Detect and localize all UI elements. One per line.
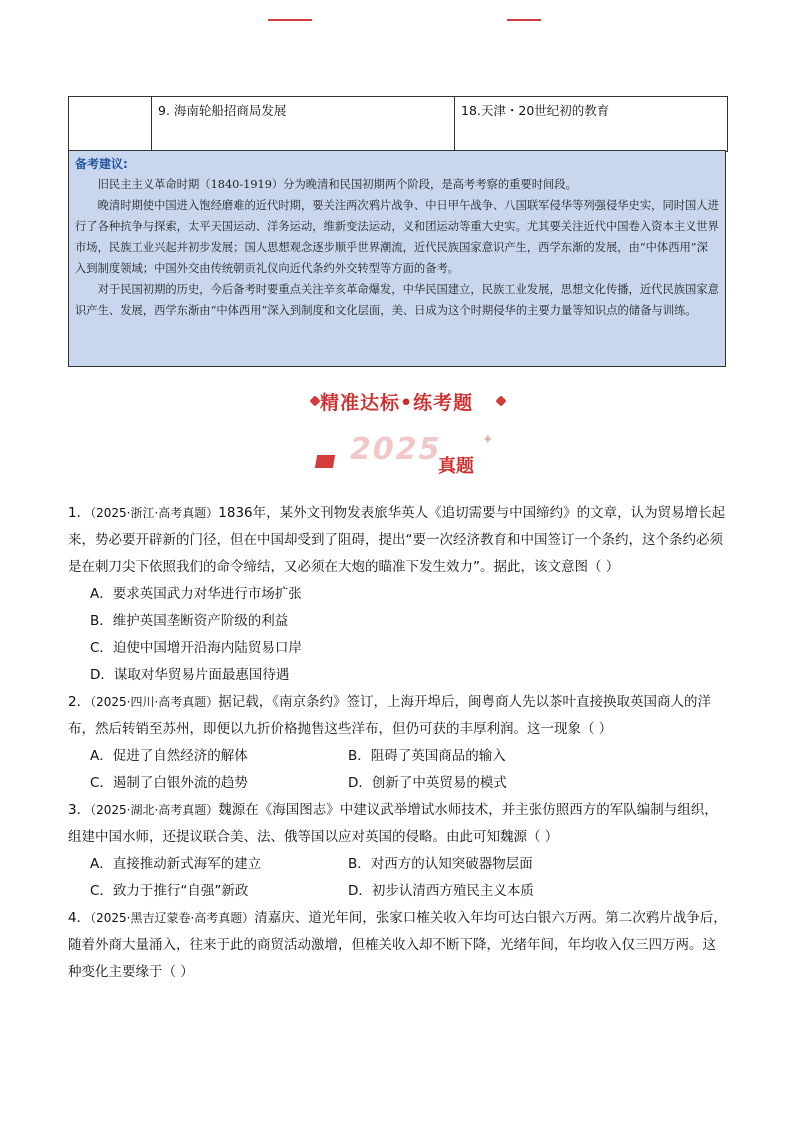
table-cell-topic-9: 9. 海南轮船招商局发展 bbox=[152, 97, 455, 152]
question-text: 1836年，某外文刊物发表旅华英人《追切需要与中国缔约》的文章，认为贸易增长起来，势必要开辟新的门径，但在中国却受到了阻碍，提出“要一次经济教育和中国签订一个条约，这个条约必须是在刺刀尖下依照我们的命令缔结，又必须在大炮的瞄准下发生效力”。据此，该文意图（ ） bbox=[68, 505, 726, 575]
question-number: 4． bbox=[68, 910, 91, 926]
banner-left-line bbox=[268, 19, 312, 21]
banner-title: 精准达标•练考题 bbox=[320, 392, 474, 414]
question-1 bbox=[68, 500, 728, 689]
banner-right-diamond bbox=[495, 395, 506, 406]
year-label: 真题 bbox=[438, 456, 474, 477]
exam-advice-box bbox=[68, 150, 726, 367]
question-source: （2025·湖北·高考真题） bbox=[90, 803, 219, 817]
option-a[interactable]: A．促进了自然经济的解体 bbox=[90, 748, 248, 764]
question-list bbox=[68, 500, 728, 986]
advice-paragraph-3: 对于民国初期的历史，今后备考时要重点关注辛亥革命爆发，中华民国建立，民族工业发展，思想文化传播，近代民族国家意识产生、发展，西学东渐由“中体西用”深入到制度和文化层面，美、日成为这个时期侵华的主要力量等知识点的储备与训练。 bbox=[75, 283, 719, 317]
option-d[interactable]: D．创新了中英贸易的模式 bbox=[348, 775, 507, 791]
question-text: 魏源在《海国图志》中建议武举增试水师技术，并主张仿照西方的军队编制与组织，组建中国水师，还提议联合美、法、俄等国以应对英国的侵略。由此可知魏源（ ） bbox=[68, 802, 718, 845]
option-a[interactable]: A．要求英国武力对华进行市场扩张 bbox=[90, 586, 302, 602]
option-b[interactable]: B．维护英国垄断资产阶级的利益 bbox=[90, 613, 289, 629]
banner-right-line bbox=[507, 19, 541, 21]
table-blank-cell bbox=[69, 97, 152, 152]
advice-paragraph-1: 旧民主主义革命时期（1840-1919）分为晚清和民国初期两个阶段，是高考考察的重要时间段。 bbox=[97, 178, 577, 191]
option-b[interactable]: B．对西方的认知突破器物层面 bbox=[348, 856, 533, 872]
sparkle-icon: ✦ bbox=[482, 432, 494, 448]
question-number: 1． bbox=[68, 505, 91, 521]
question-number: 2． bbox=[68, 694, 91, 710]
option-d[interactable]: D．初步认清西方殖民主义本质 bbox=[348, 883, 534, 899]
question-source: （2025·浙江·高考真题） bbox=[90, 506, 219, 520]
option-c[interactable]: C．致力于推行“自强”新政 bbox=[90, 883, 249, 899]
question-2 bbox=[68, 689, 728, 797]
option-c[interactable]: C．迫使中国增开沿海内陆贸易口岸 bbox=[90, 640, 302, 656]
table-cell-topic-18: 18.天津・20世纪初的教育 bbox=[455, 97, 728, 152]
advice-paragraph-2: 晚清时期使中国进入饱经磨难的近代时期，要关注两次鸦片战争、中日甲午战争、八国联军侵华等列强侵华史实，同时国人进行了各种抗争与探索，太平天国运动、洋务运动，维新变法运动，义和团运动等重大史实。尤其要关注近代中国卷入资本主义世界市场，民族工业兴起并初步发展；国人思想观念逐步顺乎世界潮流，近代民族国家意识产生，西学东渐的发展，由“中体西用”深入到制度领域；中国外交由传统朝贡礼仪向近代条约外交转型等方面的备考。 bbox=[75, 199, 719, 275]
question-text: 清嘉庆、道光年间，张家口榷关收入年均可达白银六万两。第二次鸦片战争后，随着外商大量涌入，往来于此的商贸活动激增，但榷关收入却不断下降，光绪年间，年均收入仅三四万两。这种变化主要缘于（ ） bbox=[68, 910, 727, 980]
option-c[interactable]: C．遏制了白银外流的趋势 bbox=[90, 775, 248, 791]
banner-left-diamond bbox=[309, 395, 320, 406]
question-4 bbox=[68, 905, 728, 986]
question-3 bbox=[68, 797, 728, 905]
flag-icon bbox=[315, 455, 335, 468]
advice-title: 备考建议: bbox=[75, 157, 128, 171]
option-a[interactable]: A．直接推动新式海军的建立 bbox=[90, 856, 262, 872]
question-source: （2025·四川·高考真题） bbox=[90, 695, 219, 709]
option-d[interactable]: D．谋取对华贸易片面最惠国待遇 bbox=[90, 667, 290, 683]
topic-table bbox=[68, 96, 728, 152]
question-text: 据记载，《南京条约》签订，上海开埠后，闽粤商人先以茶叶直接换取英国商人的洋布，然后转销至苏州，即便以九折价格抛售这些洋布，但仍可获的丰厚利润。这一现象（ ） bbox=[68, 694, 712, 737]
question-source: （2025·黑吉辽蒙卷·高考真题） bbox=[90, 911, 255, 925]
option-b[interactable]: B．阻碍了英国商品的输入 bbox=[348, 748, 506, 764]
year-number: 2025 bbox=[350, 432, 442, 467]
question-number: 3． bbox=[68, 802, 91, 818]
